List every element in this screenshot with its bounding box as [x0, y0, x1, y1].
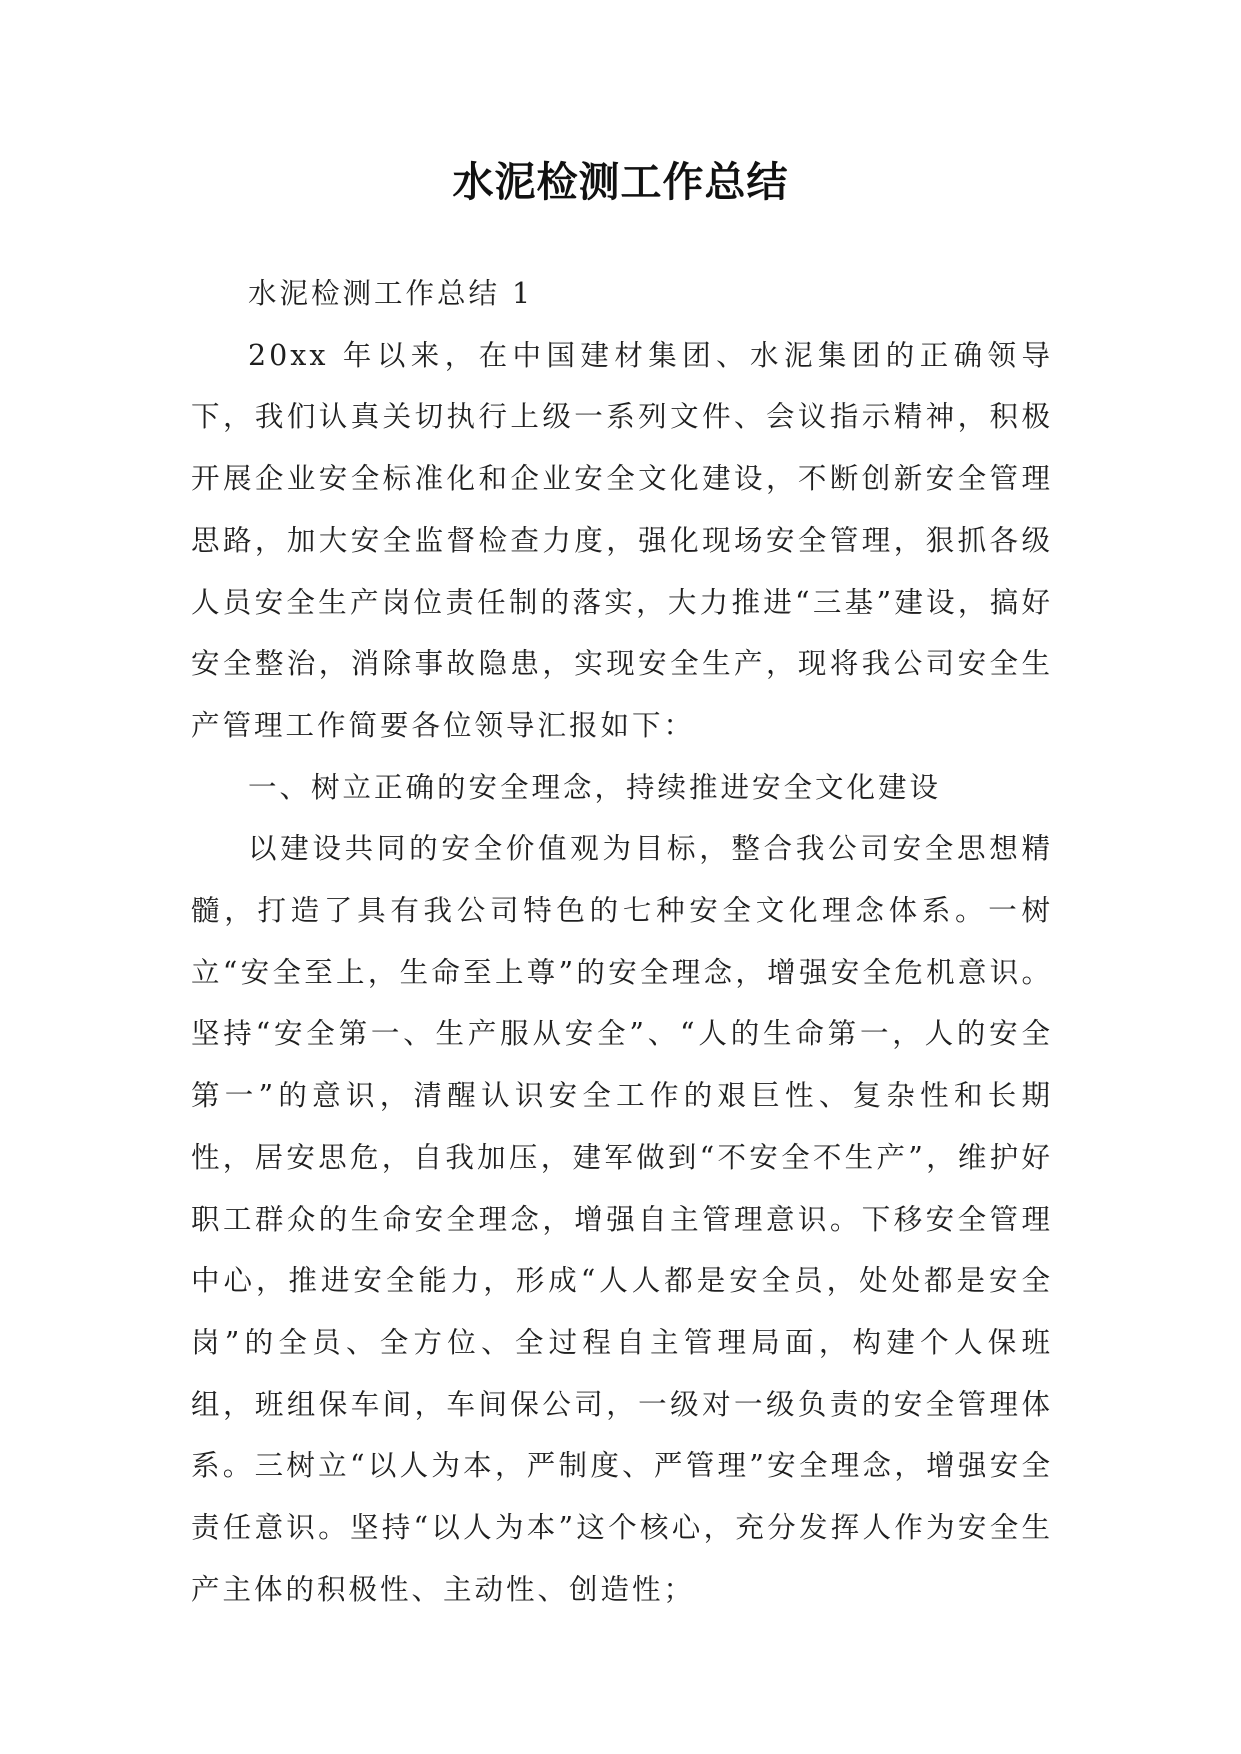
section-heading: 水泥检测工作总结 1: [248, 277, 534, 310]
subsection-heading: 一、树立正确的安全理念，持续推进安全文化建设: [248, 770, 942, 804]
document-title: 水泥检测工作总结: [452, 158, 789, 206]
document-body: [191, 263, 1053, 1620]
body-paragraph: 以建设共同的安全价值观为目标，整合我公司安全思想精髓，打造了具有我公司特色的七种安全文化理念体系。一树立“安全至上，生命至上尊”的安全理念，增强安全危机意识。坚持“安全第一、生产服从安全”、“人的生命第一，人的安全第一”的意识，清醒认识安全工作的艰巨性、复杂性和长期性，居安思危，自我加压，建军做到“不安全不生产”，维护好职工群众的生命安全理念，增强自主管理意识。下移安全管理中心，推进安全能力，形成“人人都是安全员，处处都是安全岗”的全员、全方位、全过程自主管理局面，构建个人保班组，班组保车间，车间保公司，一级对一级负责的安全管理体系。三树立“以人为本，严制度、严管理”安全理念，增强安全责任意识。坚持“以人为本”这个核心，充分发挥人作为安全生产主体的积极性、主动性、创造性；: [191, 832, 1053, 1606]
body-paragraph: 20xx 年以来，在中国建材集团、水泥集团的正确领导下，我们认真关切执行上级一系列文件、会议指示精神，积极开展企业安全标准化和企业安全文化建设，不断创新安全管理思路，加大安全监督检查力度，强化现场安全管理，狠抓各级人员安全生产岗位责任制的落实，大力推进“三基”建设，搞好安全整治，消除事故隐患，实现安全生产，现将我公司安全生产管理工作简要各位领导汇报如下：: [191, 338, 1053, 742]
